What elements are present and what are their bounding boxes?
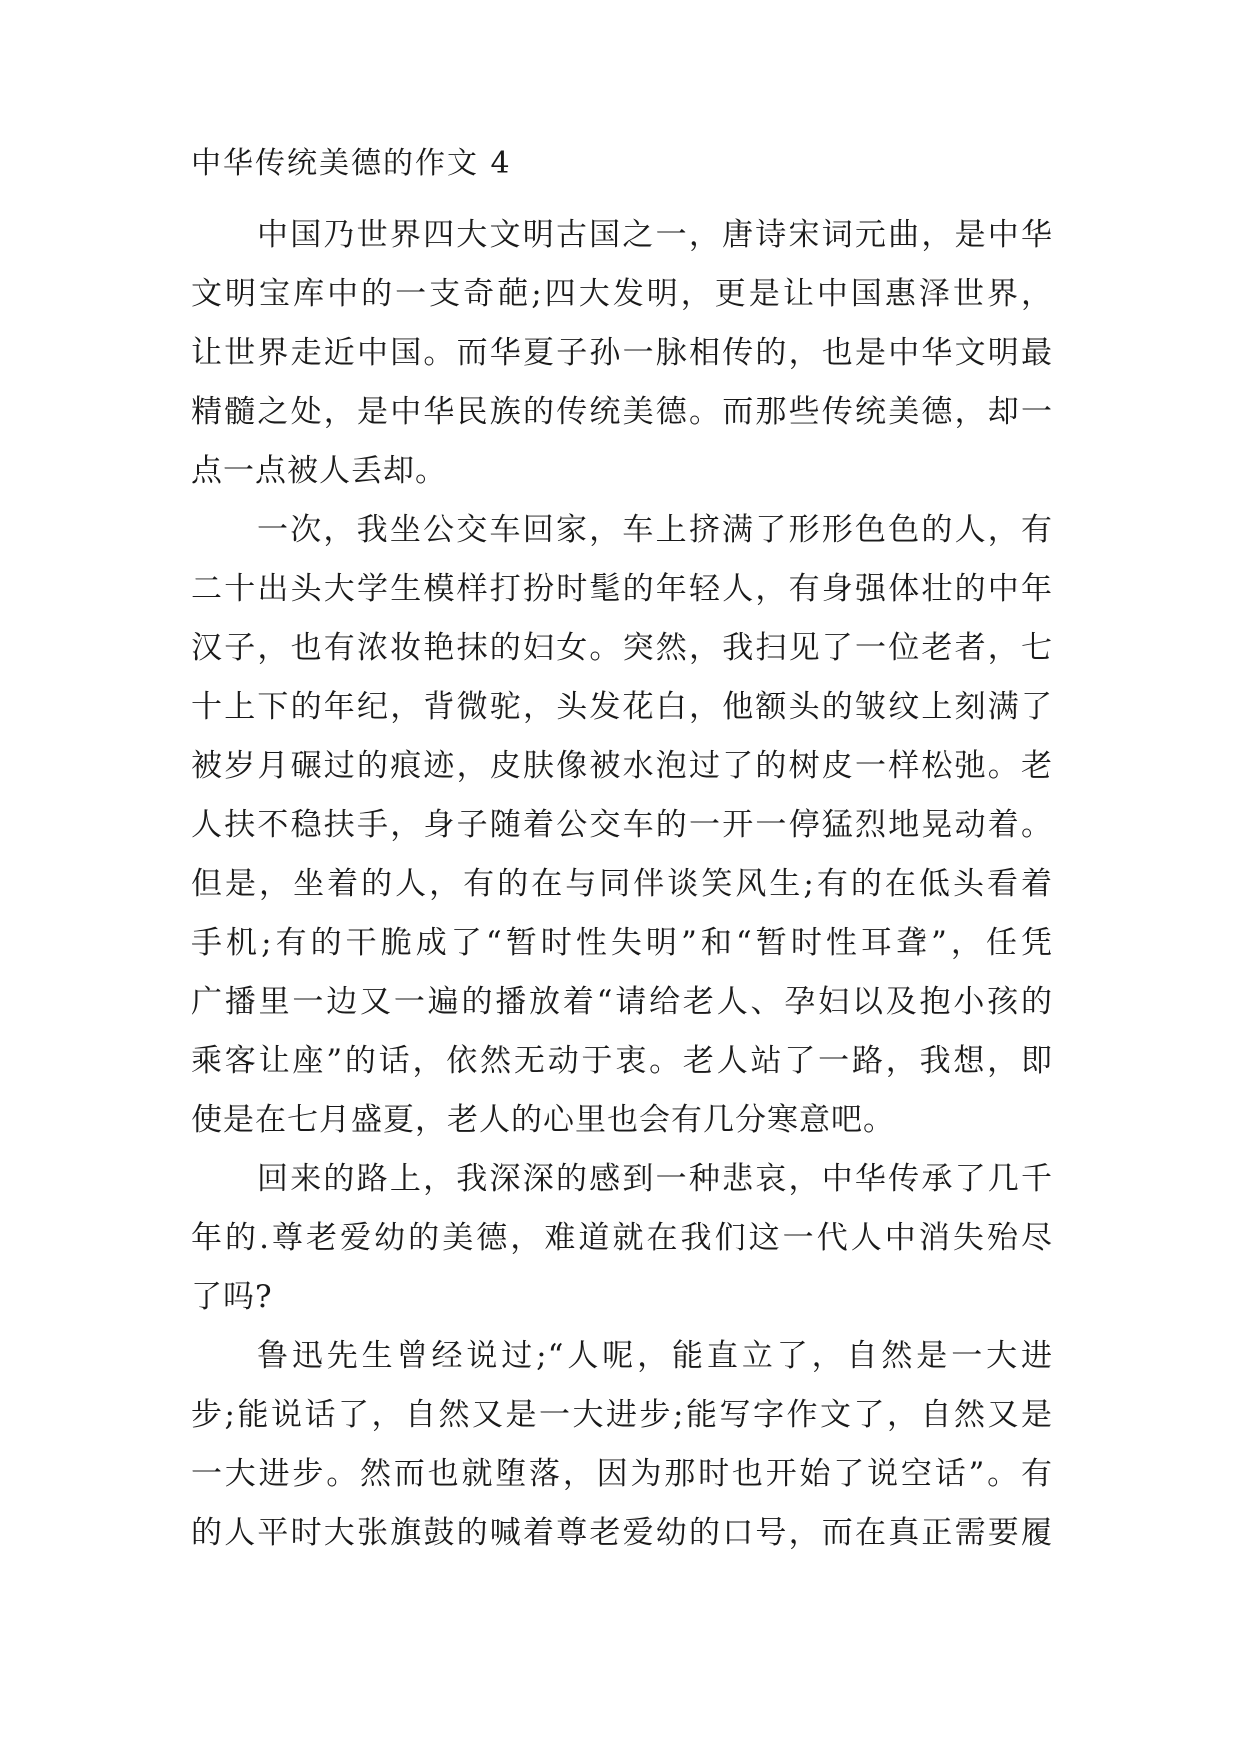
text-line: 回来的路上，我深深的感到一种悲哀，中华传承了几千 [257,1161,1053,1197]
text-line: 精髓之处，是中华民族的传统美德。而那些传统美德，却一 [191,394,1053,430]
text-line: 汉子，也有浓妆艳抹的妇女。突然，我扫见了一位老者，七 [191,630,1053,666]
text-line: 十上下的年纪，背微驼，头发花白，他额头的皱纹上刻满了 [191,689,1053,725]
text-line: 广播里一边又一遍的播放着“请给老人、孕妇以及抱小孩的 [191,984,1053,1020]
text-line: 手机;有的干脆成了“暂时性失明”和“暂时性耳聋”，任凭 [191,925,1053,961]
text-line: 让世界走近中国。而华夏子孙一脉相传的，也是中华文明最 [191,335,1053,371]
text-line: 一大进步。然而也就堕落，因为那时也开始了说空话”。有 [191,1456,1053,1492]
text-line: 文明宝库中的一支奇葩;四大发明，更是让中国惠泽世界， [191,276,1053,312]
text-line: 了吗? [191,1279,273,1315]
text-line: 年的.尊老爱幼的美德，难道就在我们这一代人中消失殆尽 [191,1220,1053,1256]
text-line: 但是，坐着的人，有的在与同伴谈笑风生;有的在低头看着 [191,866,1053,902]
document-title: 中华传统美德的作文 4 [191,146,512,181]
text-line: 的人平时大张旗鼓的喊着尊老爱幼的口号，而在真正需要履 [191,1515,1053,1551]
text-line: 被岁月碾过的痕迹，皮肤像被水泡过了的树皮一样松弛。老 [191,748,1053,784]
text-line: 乘客让座”的话，依然无动于衷。老人站了一路，我想，即 [191,1043,1053,1079]
text-line: 二十出头大学生模样打扮时髦的年轻人，有身强体壮的中年 [191,571,1053,607]
text-line: 人扶不稳扶手，身子随着公交车的一开一停猛烈地晃动着。 [191,807,1053,843]
essay-text [191,206,1053,1563]
text-line: 使是在七月盛夏，老人的心里也会有几分寒意吧。 [191,1102,895,1138]
text-line: 鲁迅先生曾经说过;“人呢，能直立了，自然是一大进 [257,1338,1053,1374]
text-line: 一次，我坐公交车回家，车上挤满了形形色色的人，有 [257,512,1053,548]
text-line: 中国乃世界四大文明古国之一，唐诗宋词元曲，是中华 [257,217,1053,253]
text-line: 点一点被人丢却。 [191,453,447,489]
text-line: 步;能说话了，自然又是一大进步;能写字作文了，自然又是 [191,1397,1053,1433]
document-body [191,144,1053,1563]
